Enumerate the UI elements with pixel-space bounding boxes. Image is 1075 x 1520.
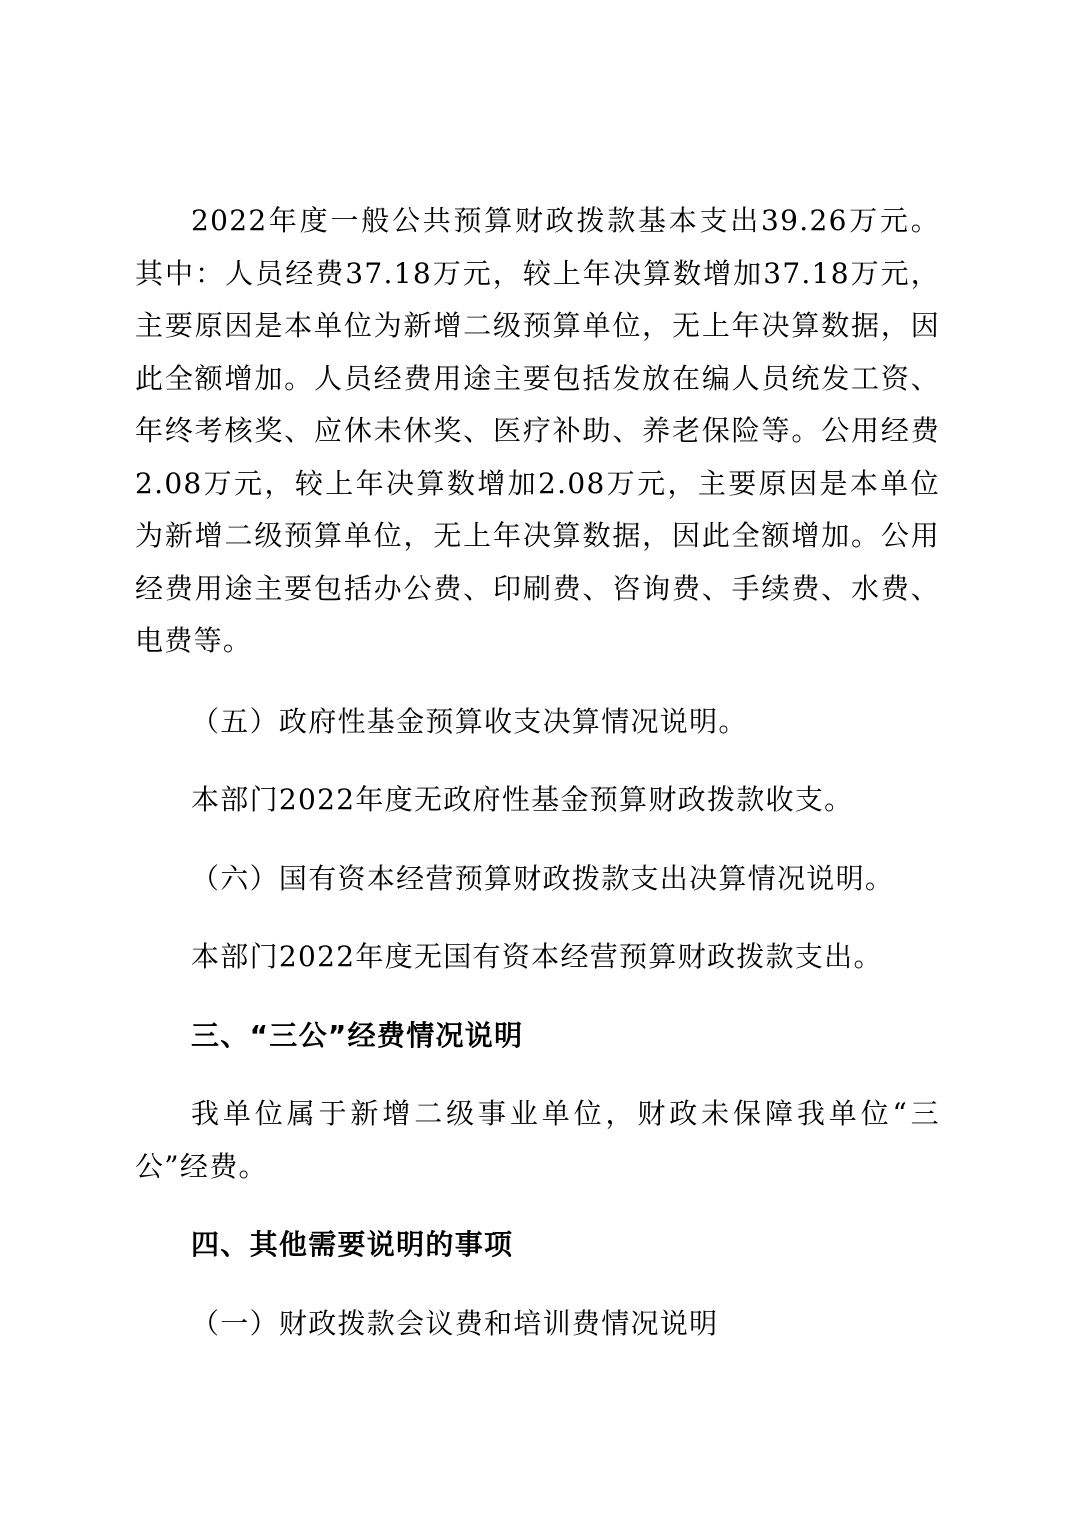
section-four-title: 四、其他需要说明的事项 [191, 1228, 514, 1261]
subheading-government-funds: （五）政府性基金预算收支决算情况说明。 [191, 704, 748, 738]
section-three-text: 我单位属于新增二级事业单位，财政未保障我单位“三公”经费。 [135, 1097, 940, 1183]
subheading-state-capital: （六）国有资本经营预算财政拨款支出决算情况说明。 [191, 861, 895, 895]
government-funds-text: 本部门2022年度无政府性基金预算财政拨款收支。 [191, 783, 854, 816]
state-capital-text: 本部门2022年度无国有资本经营预算财政拨款支出。 [191, 940, 883, 973]
meeting-training-subheading: （一）财政拨款会议费和培训费情况说明 [191, 1306, 719, 1340]
section-three-title: 三、“三公”经费情况说明 [191, 1018, 524, 1052]
document-body [135, 195, 940, 1350]
expenditure-paragraph: 2022年度一般公共预算财政拨款基本支出39.26万元。其中：人员经费37.18万元，较上年决算数增加37.18万元，主要原因是本单位为新增二级预算单位，无上年决算数据，因此全额增加。人员经费用途主要包括发放在编人员统发工资、年终考核奖、应休未休奖、医疗补助、养老保险等。公用经费2.08万元，较上年决算数增加2.08万元，主要原因是本单位为新增二级预算单位，无上年决算数据，因此全额增加。公用经费用途主要包括办公费、印刷费、咨询费、手续费、水费、电费等。 [135, 204, 940, 657]
